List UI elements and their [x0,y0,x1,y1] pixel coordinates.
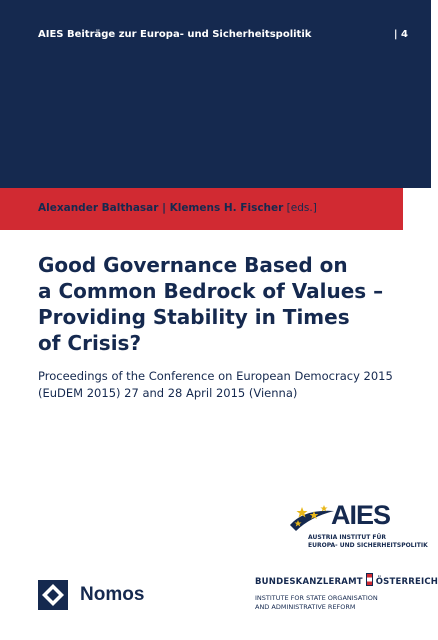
book-title [38,252,398,356]
book-subtitle [38,368,408,402]
subtitle-line: Proceedings of the Conference on European Democracy 2015 [38,369,393,383]
editors-suffix: [eds.] [283,202,317,214]
aies-wordmark: AIES [331,500,391,530]
nomos-diamond-icon [38,580,68,610]
publisher-name: Nomos [80,584,145,605]
series-header [38,29,408,40]
series-name: AIES Beiträge zur Europa- und Sicherheitspolitik [38,29,312,40]
subtitle-line: (EuDEM 2015) 27 and 28 April 2015 (Vienna) [38,386,298,400]
bka-right: ÖSTERREICH [375,577,438,587]
bka-sub-line: AND ADMINISTRATIVE REFORM [255,603,356,611]
title-line: Providing Stability in Times [38,305,350,329]
title-line: of Crisis? [38,331,142,355]
eu-stars-icon [290,503,334,533]
bka-subtitle [255,594,378,612]
aies-line-2: EUROPA- UND SICHERHEITSPOLITIK [308,542,428,549]
editors-line [38,202,317,214]
editor-names: Alexander Balthasar | Klemens H. Fischer [38,202,284,214]
title-line: Good Governance Based on [38,253,348,277]
publisher-logo [38,580,144,610]
series-number: | 4 [393,29,408,40]
title-line: a Common Bedrock of Values – [38,279,384,303]
aies-logo [290,500,428,560]
bka-left: BUNDESKANZLERAMT [255,577,363,587]
bka-logo [255,573,438,587]
bka-sub-line: INSTITUTE FOR STATE ORGANISATION [255,594,378,602]
aies-line-1: AUSTRIA INSTITUT FÜR [308,534,386,541]
austrian-flag-icon [366,573,373,586]
